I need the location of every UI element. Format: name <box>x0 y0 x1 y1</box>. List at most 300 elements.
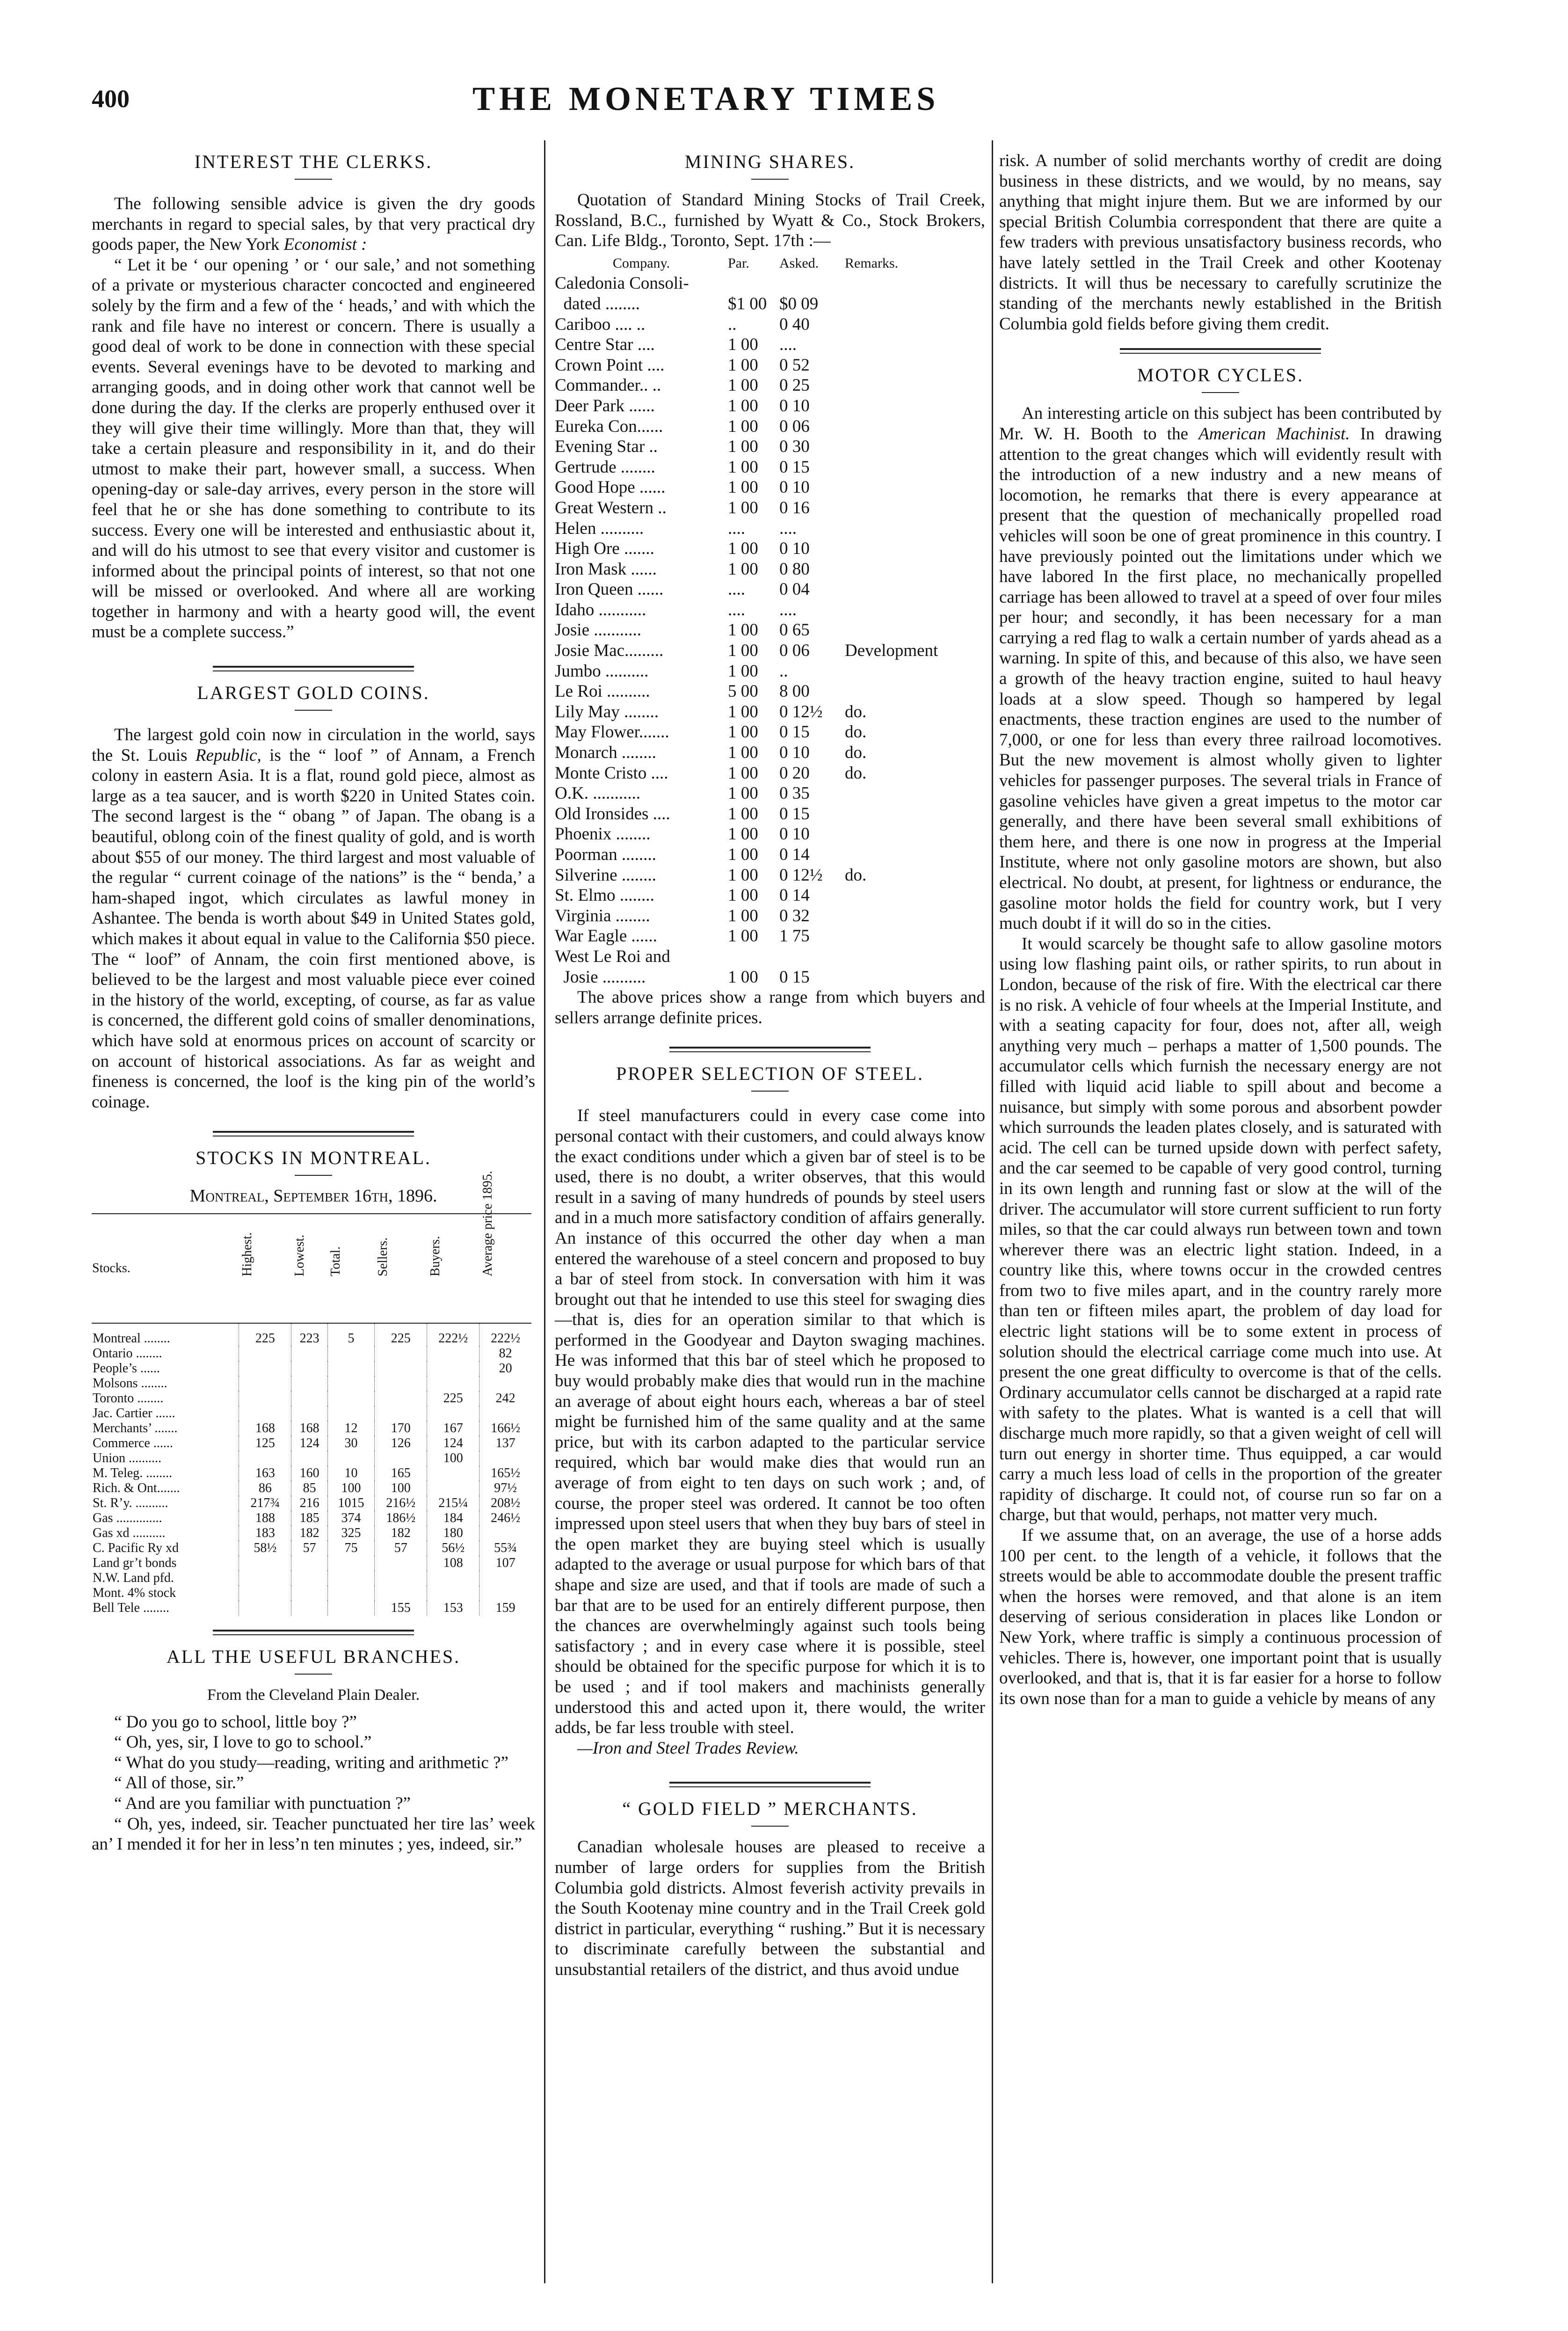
table-row <box>555 579 985 600</box>
table-row <box>555 457 985 478</box>
stock-name: N.W. Land pfd. <box>93 1570 174 1585</box>
stock-value <box>239 1586 291 1601</box>
company-name: Josie Mac......... <box>555 641 664 661</box>
stock-value: 57 <box>375 1541 427 1556</box>
stock-value <box>239 1346 291 1361</box>
rotated-header-text: Buyers. <box>428 1236 443 1276</box>
quote-value: 0 65 <box>779 620 810 640</box>
section-divider <box>669 1782 871 1787</box>
table-row <box>555 804 985 824</box>
stock-value: 125 <box>239 1436 291 1451</box>
quote-value <box>831 824 971 845</box>
quote-value: 0 12½ <box>779 865 823 885</box>
table-row <box>92 1571 531 1586</box>
quote-value: $0 09 <box>779 294 819 313</box>
table-row <box>92 1586 531 1601</box>
stock-value <box>327 1376 374 1391</box>
stock-value <box>427 1571 479 1586</box>
quote-value <box>831 273 971 294</box>
article-useful-branches <box>92 1646 535 1855</box>
quote-value: 1 00 <box>728 804 758 823</box>
stock-name: Jac. Cartier ...... <box>93 1406 175 1420</box>
quote-value <box>831 416 971 437</box>
stock-name: Rich. & Ont....... <box>93 1480 180 1495</box>
stock-value: 225 <box>239 1323 291 1346</box>
quote-value <box>831 335 971 355</box>
paragraph: The following sensible advice is given the dry goods merchants in regard to special sales, by that very practical dry goods paper, the New York Economist : <box>92 194 535 255</box>
stock-value <box>427 1466 479 1481</box>
stock-value: 55¾ <box>479 1541 531 1556</box>
quote-value: 1 00 <box>728 437 758 457</box>
quote-value: .... <box>779 335 797 355</box>
stock-value <box>427 1346 479 1361</box>
stock-value <box>291 1451 327 1466</box>
table-row <box>555 600 985 620</box>
stock-value <box>239 1376 291 1391</box>
stock-value: 208½ <box>479 1496 531 1511</box>
column-header <box>427 1214 479 1323</box>
stock-value <box>327 1601 374 1616</box>
stock-value: 163 <box>239 1466 291 1481</box>
company-name: Centre Star .... <box>555 335 655 355</box>
quote-value: do. <box>845 702 867 721</box>
table-row <box>555 783 985 804</box>
stock-value: 100 <box>327 1481 374 1496</box>
stock-value: 75 <box>327 1541 374 1556</box>
column-header: Remarks. <box>845 255 899 271</box>
quote-value: 0 15 <box>779 967 810 987</box>
quote-value <box>831 539 971 559</box>
masthead: THE MONETARY TIMES <box>472 80 940 117</box>
table-row <box>555 396 985 416</box>
divider <box>295 1674 332 1675</box>
paragraph: The largest gold coin now in circulation in the world, says the St. Louis Republic, is the “ loof ” of Annam, a French colony in eastern Asia. It is a flat, round gold piece, almost as large as a tea saucer, and is worth $220 in United States coin. The second largest is the “ obang ” of Japan. The obang is a beautiful, oblong coin of the finest quality of gold, and is worth about $55 of our money. The third largest and most valuable of the regular “ current coinage of the nations” is the “ benda,’ a ham-shaped ingot, which circulates as lawful money in Ashantee. The benda is worth about $49 in United States gold, which makes it about equal in value to the California $50 piece. The “ loof” of Annam, the coin first mentioned above, is believed to be the largest and most valuable piece ever coined in the history of the world, excepting, of course, as far as value is concerned, the different gold coins of smaller denominations, which have sold at enormous prices on account of scarcity or on account of historical associations. As far as weight and fineness is concerned, the loof is the king pin of the world’s coinage. <box>92 725 536 1112</box>
quote-value: 1 00 <box>728 355 758 375</box>
company-name: Josie ........... <box>555 620 641 640</box>
table-row <box>555 926 985 947</box>
dialogue-line: “ And are you familiar with punctuation ?” <box>114 1793 411 1813</box>
stock-value <box>375 1586 427 1601</box>
stock-value <box>327 1361 374 1376</box>
stock-name: Bell Tele ........ <box>93 1600 169 1615</box>
quote-value <box>831 314 971 335</box>
table-row <box>555 702 985 722</box>
paragraph: An interesting article on this subject has been contributed by Mr. W. H. Booth to the American Machinist. In drawing attention to the great changes which will evidently result with the introduction of a new industry and a new means of locomotion, he remarks that there is every appearance at present that the question of mechanically propelled road vehicles will soon be one of great prominence in this country. I have previously pointed out the limitations under which we have labored In the first place, no mechanically propelled carriage has been allowed to travel at a speed of over four miles per hour; and secondly, it has been necessary for a man carrying a red flag to walk a certain number of yards ahead as a warning. In spite of this, and because of this also, we have seen a growth of the heavy traction engine, suited to haul heavy loads at a slow speed. Though so hampered by legal enactments, these traction engines are used to the number of 7,000, or one for less than every three railroad locomotives. But the new movement is almost wholly given to lighter vehicles for passenger purposes. The several trials in France of gasoline vehicles have given a great impetus to the motor car generally, and there have been several small exhibitions of them here, and there is one now in progress at the Imperial Institute, where not only gasoline motors are shown, but also electrical. No doubt, at present, for lightness or endurance, the gasoline motor holds the field for country work, but I very much doubt if it will do so in the cities. <box>999 404 1442 933</box>
stock-value: 56½ <box>427 1541 479 1556</box>
quote-value: .... <box>779 600 797 619</box>
stock-value <box>291 1376 327 1391</box>
stock-value <box>291 1391 327 1406</box>
stock-name: People’s ...... <box>93 1361 160 1376</box>
stock-value: 58½ <box>239 1541 291 1556</box>
stock-value: 166½ <box>479 1421 531 1436</box>
paragraph: Canadian wholesale houses are pleased to receive a number of large orders for supplies from the British Columbia gold districts. Almost feverish activity prevails in the South Kootenay mine country and in the Trail Creek gold district in particular, everything “ rushing.” But it is necessary to discriminate carefully between the substantial and unsubstantial retailers of the district, and thus avoid undue <box>555 1837 985 1979</box>
column-header <box>479 1171 531 1323</box>
company-name: Evening Star .. <box>555 437 658 457</box>
quote-value: 1 00 <box>728 457 758 477</box>
stock-value: 100 <box>427 1451 479 1466</box>
stock-name: C. Pacific Ry xd <box>93 1540 179 1555</box>
quote-value: 1 00 <box>728 845 758 864</box>
quote-value <box>831 661 971 682</box>
quote-value <box>831 579 971 600</box>
table-row <box>555 620 985 641</box>
quote-value: 0 15 <box>779 804 810 823</box>
stock-value: 100 <box>375 1481 427 1496</box>
stock-name: St. R’y. .......... <box>93 1495 168 1510</box>
quote-value: 1 00 <box>728 416 758 436</box>
paragraph-continued: risk. A number of solid merchants worthy of credit are doing business in these districts, and we would, by no means, say anything that might injure them. But we are informed by our special British Columbia correspondent that there are quite a few traders with previous unsatisfactory business records, who have lately settled in the Trail Creek and other Kootenay districts. It will thus be necessary to carefully scrutinize the standing of the merchants newly established in the British Columbia gold fields before giving them credit. <box>999 151 1442 334</box>
company-name: Silverine ........ <box>555 865 656 885</box>
quote-value: 0 52 <box>779 355 810 375</box>
dialogue-line: “ Oh, yes, sir, I love to go to school.” <box>114 1733 372 1752</box>
company-name: May Flower....... <box>555 722 669 742</box>
stock-value <box>375 1451 427 1466</box>
stock-value <box>479 1376 531 1391</box>
quote-value: 1 00 <box>728 967 758 987</box>
company-name: Commander.. .. <box>555 376 661 395</box>
rotated-header-text: Highest. <box>240 1232 254 1276</box>
stock-value: 216 <box>291 1496 327 1511</box>
stock-value <box>291 1406 327 1421</box>
stock-value <box>239 1361 291 1376</box>
headline: PROPER SELECTION OF STEEL. <box>616 1063 924 1085</box>
quote-value: 1 00 <box>728 641 758 661</box>
quote-value: 1 00 <box>728 620 758 640</box>
divider <box>295 710 332 711</box>
quote-value: 0 10 <box>779 478 810 497</box>
quote-value: 0 06 <box>779 641 810 661</box>
company-name: Poorman ........ <box>555 845 656 864</box>
stock-value: 82 <box>479 1346 531 1361</box>
page-number: 400 <box>92 85 130 113</box>
table-row <box>92 1526 531 1541</box>
company-name: High Ore ....... <box>555 539 654 559</box>
stock-value: 182 <box>291 1526 327 1541</box>
quote-value: 0 10 <box>779 539 810 559</box>
stock-value: 180 <box>427 1526 479 1541</box>
rotated-header-text: Sellers. <box>375 1237 390 1276</box>
stock-value: 374 <box>327 1511 374 1526</box>
quote-value <box>831 518 971 539</box>
divider <box>1202 392 1239 393</box>
quote-value <box>831 559 971 580</box>
stock-value <box>327 1406 374 1421</box>
quote-value: .... <box>728 518 745 538</box>
quote-value <box>831 845 971 865</box>
headline: LARGEST GOLD COINS. <box>197 682 430 704</box>
stock-value <box>239 1391 291 1406</box>
table-row <box>555 355 985 376</box>
article-selection-steel <box>555 1063 985 1758</box>
company-name: Caledonia Consoli- <box>555 274 689 293</box>
stock-value <box>479 1526 531 1541</box>
stock-value: 225 <box>427 1391 479 1406</box>
column-2 <box>555 151 985 2270</box>
company-name: Iron Queen ...... <box>555 580 664 599</box>
stock-name: Land gr’t bonds <box>93 1555 177 1570</box>
column-header: Par. <box>728 255 749 271</box>
paragraph: It would scarcely be thought safe to allow gasoline motors using low flashing paint oils, or rather spirits, to run about in London, because of the risk of fire. With the electrical car there is no risk. A vehicle of four wheels at the Imperial Institute, and with a seating capacity for four, does not, after all, weigh anything very much – perhaps a matter of 1,500 pounds. The accumulator cells which furnish the necessary energy are not filled with liquid acid liable to spill about and become a nuisance, but simply with some porous and absorbent powder which surrounds the leaden plates closely, and is saturated with acid. The cell can be turned upside down with perfect safety, and the car seemed to be capable of very good control, turning in its own length and running fast or slow at the will of the driver. The accumulator will store current sufficient to run forty miles, so that the car could always run between town and town wherever there was an electric light station. Indeed, in a country like this, where towns occur in the crowded centres from two to five miles apart, and in the country rarely more than ten or fifteen miles apart, the problem of day load for electric light stations will be to some extent in process of solution should the electrical carriage come much into use. At present the one great difficulty to overcome is that of the cells. Ordinary accumulator cells cannot be discharged at a rapid rate with safety to the plates. What is wanted is a cell that will discharge much more rapidly, so that a given weight of cell will turn out energy in shorter time. Thus equipped, a car would carry a much less load of cells in the proportion of the greater rapidity of discharge. It could not, of course run so far on a charge, but that would, perhaps, not matter very much. <box>999 934 1442 1525</box>
quote-value: .... <box>779 518 797 538</box>
company-name: Phoenix ........ <box>555 824 651 844</box>
stock-value: 153 <box>427 1601 479 1616</box>
stock-value <box>327 1391 374 1406</box>
quote-value: 1 00 <box>728 886 758 905</box>
quote-value <box>831 967 971 988</box>
table-row <box>555 824 985 845</box>
table-row <box>92 1481 531 1496</box>
section-divider <box>213 1131 414 1136</box>
stock-value <box>239 1451 291 1466</box>
table-row <box>92 1391 531 1406</box>
quote-value <box>831 600 971 620</box>
stock-name: Merchants’ ....... <box>93 1420 178 1435</box>
company-name: Monarch ........ <box>555 743 656 763</box>
stock-value <box>239 1556 291 1571</box>
quote-value <box>831 355 971 376</box>
stock-value: 5 <box>327 1323 374 1346</box>
column-header: Company. <box>612 255 670 271</box>
table-row <box>555 314 985 335</box>
stock-name: Union .......... <box>93 1450 161 1465</box>
table-row <box>555 763 985 784</box>
stock-value <box>375 1361 427 1376</box>
quote-value: 0 10 <box>779 824 810 844</box>
quote-value <box>831 681 971 702</box>
mining-table-header <box>555 253 985 274</box>
stock-value <box>375 1556 427 1571</box>
stock-value <box>479 1571 531 1586</box>
quote-value: .... <box>728 580 745 599</box>
quote-value <box>728 273 779 294</box>
table-row <box>92 1346 531 1361</box>
article-interest-clerks <box>92 151 535 642</box>
quote-value: 1 00 <box>728 335 758 355</box>
quote-value: 1 00 <box>728 743 758 763</box>
paragraph: If steel manufacturers could in every case come into personal contact with their customers, and could always know the exact conditions under which a given bar of steel is to be used, there is no doubt, a writer observes, that this would result in a saving of many hundreds of pounds by steel users and in a much more satisfactory condition of affairs generally. An instance of this occurred the other day when a man entered the warehouse of a steel concern and proposed to buy a bar of steel from stock. In conversation with him it was brought out that he intended to use this steel for swaging dies—that is, dies for an operation similar to that which is performed in the Goodyear and Dayton swaging machines. He was informed that this bar of steel which he proposed to buy would probably make dies that would run in the machine an average of about eight hours each, whereas a bar of steel might be furnished him of the same quality and at the same price, but with its carbon adapted to the particular service required, which bar would make dies that would run an average of from eight to ten days on such work ; and, of course, the proper steel was ordered. It cannot be too often impressed upon steel users that when they buy bars of steel in the open market they are buying steel which is usually adapted to the average or usual purpose for which bars of that shape and size are used, and that if tools are made of such a bar that are to be used for an entirely different purpose, then the chances are overwhelmingly against such tools being satisfactory ; and in every case where it is possible, steel should be obtained for the specific purpose for which it is to be used ; and if tool makers and machinists generally understood this and acted upon it, there would, the writer adds, be far less trouble with steel. <box>555 1106 985 1738</box>
quote-value <box>779 273 831 294</box>
stock-name: M. Teleg. ........ <box>93 1465 173 1480</box>
table-row <box>555 539 985 559</box>
company-name: War Eagle ...... <box>555 926 657 946</box>
table-row <box>92 1601 531 1616</box>
table-row <box>92 1451 531 1466</box>
stock-value <box>427 1406 479 1421</box>
quote-value: 1 00 <box>728 661 758 681</box>
dialogue-line: “ What do you study—reading, writing and arithmetic ?” <box>114 1753 508 1772</box>
company-name: dated ........ <box>555 294 640 313</box>
quote-value <box>831 437 971 457</box>
quote-value: 0 14 <box>779 886 810 905</box>
quote-value: 0 32 <box>779 906 810 925</box>
quote-value <box>779 947 831 967</box>
table-row <box>92 1436 531 1451</box>
stock-value <box>291 1346 327 1361</box>
table-row <box>555 518 985 539</box>
quote-value: 1 00 <box>728 702 758 721</box>
stock-value: 165½ <box>479 1466 531 1481</box>
company-name: Idaho ........... <box>555 600 646 619</box>
section-divider <box>669 1047 871 1052</box>
stock-value <box>327 1586 374 1601</box>
quote-value <box>831 620 971 641</box>
quote-value <box>831 906 971 926</box>
column-rule-left <box>544 140 545 2283</box>
stock-value <box>327 1451 374 1466</box>
stock-value <box>327 1571 374 1586</box>
quote-value <box>831 375 971 396</box>
company-name: Monte Cristo .... <box>555 763 668 783</box>
article-motor-cycles <box>999 364 1442 1709</box>
quote-value: 0 16 <box>779 498 810 517</box>
quote-value: 1 00 <box>728 906 758 925</box>
dateline: Montreal, September 16th, 1896. <box>189 1186 437 1206</box>
quote-value: 1 00 <box>728 539 758 559</box>
stock-value: 57 <box>291 1541 327 1556</box>
quote-value: 1 00 <box>728 498 758 517</box>
quote-value: 0 12½ <box>779 702 823 721</box>
column-header <box>327 1214 374 1323</box>
table-row <box>555 477 985 498</box>
article-mining-shares <box>555 151 985 1028</box>
headline: STOCKS IN MONTREAL. <box>195 1147 432 1169</box>
stock-value <box>427 1376 479 1391</box>
stock-value <box>239 1406 291 1421</box>
article-stocks-montreal <box>92 1147 535 1616</box>
section-divider <box>213 666 414 671</box>
paragraph: If we assume that, on an average, the use of a horse adds 100 per cent. to the length of a vehicle, it follows that the streets would be able to accommodate double the present traffic when the horses were removed, and that alone is an item deserving of serious consideration in places like London or New York, where traffic is simply a continuous procession of vehicles. There is, however, one important point that is usually overlooked, and that is, that it is far easier for a horse to follow its own nose than for a man to guide a vehicle by means of any <box>999 1526 1442 1708</box>
quote-value <box>831 294 971 314</box>
quote-value: 1 00 <box>728 722 758 742</box>
stock-value: 97½ <box>479 1481 531 1496</box>
quote-value: 1 75 <box>779 926 810 946</box>
quote-value: do. <box>845 722 867 742</box>
company-name: Helen .......... <box>555 518 644 538</box>
quote-value: 1 00 <box>728 396 758 415</box>
company-name: Iron Mask ...... <box>555 559 657 579</box>
column-header <box>291 1214 327 1323</box>
column-header <box>239 1214 291 1323</box>
dialogue-line: “ All of those, sir.” <box>114 1773 244 1793</box>
divider <box>295 1175 332 1176</box>
stock-name: Montreal ........ <box>93 1331 170 1346</box>
rotated-header-text: Lowest. <box>292 1234 307 1276</box>
quote-value: 1 00 <box>728 824 758 844</box>
headline: INTEREST THE CLERKS. <box>194 151 433 172</box>
stock-value <box>375 1376 427 1391</box>
stock-value: 159 <box>479 1601 531 1616</box>
stock-value: 183 <box>239 1526 291 1541</box>
column-rule-right <box>992 140 993 2283</box>
company-name: Eureka Con...... <box>555 416 663 436</box>
stock-value: 325 <box>327 1526 374 1541</box>
stock-value: 107 <box>479 1556 531 1571</box>
stock-value <box>327 1556 374 1571</box>
quote-value <box>831 804 971 824</box>
stock-value <box>427 1361 479 1376</box>
stock-value <box>291 1571 327 1586</box>
table-row <box>555 865 985 886</box>
column-3 <box>999 151 1442 2284</box>
stock-value: 160 <box>291 1466 327 1481</box>
company-name: Cariboo .... .. <box>555 314 646 334</box>
company-name: Crown Point .... <box>555 355 665 375</box>
quote-value: 5 00 <box>728 682 758 701</box>
company-name: Great Western .. <box>555 498 667 517</box>
quote-value: 0 06 <box>779 416 810 436</box>
stock-name: Gas xd .......... <box>93 1525 166 1540</box>
stock-value: 168 <box>291 1421 327 1436</box>
stock-value: 85 <box>291 1481 327 1496</box>
company-name: West Le Roi and <box>555 947 670 966</box>
company-name: Jumbo .......... <box>555 661 649 681</box>
table-row <box>555 885 985 906</box>
article-largest-gold-coins <box>92 682 535 1112</box>
stock-value: 168 <box>239 1421 291 1436</box>
table-row <box>555 947 985 967</box>
company-name: Gertrude ........ <box>555 457 655 477</box>
source-credit: —Iron and Steel Trades Review. <box>577 1738 799 1758</box>
quote-value <box>831 926 971 947</box>
quote-value: .. <box>779 661 788 681</box>
stock-name: Commerce ...... <box>93 1435 173 1450</box>
quote-value: 0 04 <box>779 580 810 599</box>
stock-value: 225 <box>375 1323 427 1346</box>
quote-value: 0 30 <box>779 437 810 457</box>
table-row <box>555 416 985 437</box>
stock-value: 184 <box>427 1511 479 1526</box>
company-name: Deer Park ...... <box>555 396 655 415</box>
stock-value <box>291 1556 327 1571</box>
quote-value <box>831 498 971 518</box>
stock-value: 170 <box>375 1421 427 1436</box>
quote-value: Development <box>845 641 938 661</box>
quote-value <box>831 457 971 478</box>
stock-name: Ontario ........ <box>93 1346 162 1361</box>
stock-value <box>375 1346 427 1361</box>
stock-value: 246½ <box>479 1511 531 1526</box>
stock-value: 167 <box>427 1421 479 1436</box>
quote-value: 1 00 <box>728 784 758 803</box>
quote-value: .. <box>728 314 737 334</box>
stock-name: Toronto ........ <box>93 1391 164 1406</box>
quote-value: 0 35 <box>779 784 810 803</box>
company-name: Lily May ........ <box>555 702 659 721</box>
rotated-header-text: Total. <box>328 1246 343 1276</box>
mining-table <box>555 273 985 987</box>
divider <box>295 179 332 180</box>
headline: MOTOR CYCLES. <box>1137 364 1304 386</box>
stock-name: Mont. 4% stock <box>93 1585 176 1600</box>
quote-value <box>831 477 971 498</box>
stock-value: 216½ <box>375 1496 427 1511</box>
headline: ALL THE USEFUL BRANCHES. <box>166 1646 461 1667</box>
quote-value <box>831 885 971 906</box>
company-name: Old Ironsides .... <box>555 804 670 823</box>
table-row <box>555 743 985 763</box>
table-row <box>555 967 985 988</box>
table-row <box>555 722 985 743</box>
stock-value: 12 <box>327 1421 374 1436</box>
table-row <box>92 1323 531 1346</box>
stock-value <box>427 1586 479 1601</box>
dialogue <box>92 1712 535 1855</box>
table-row <box>555 906 985 926</box>
headline: “ GOLD FIELD ” MERCHANTS. <box>622 1798 918 1820</box>
stock-value <box>327 1346 374 1361</box>
quote-value: 0 25 <box>779 376 810 395</box>
